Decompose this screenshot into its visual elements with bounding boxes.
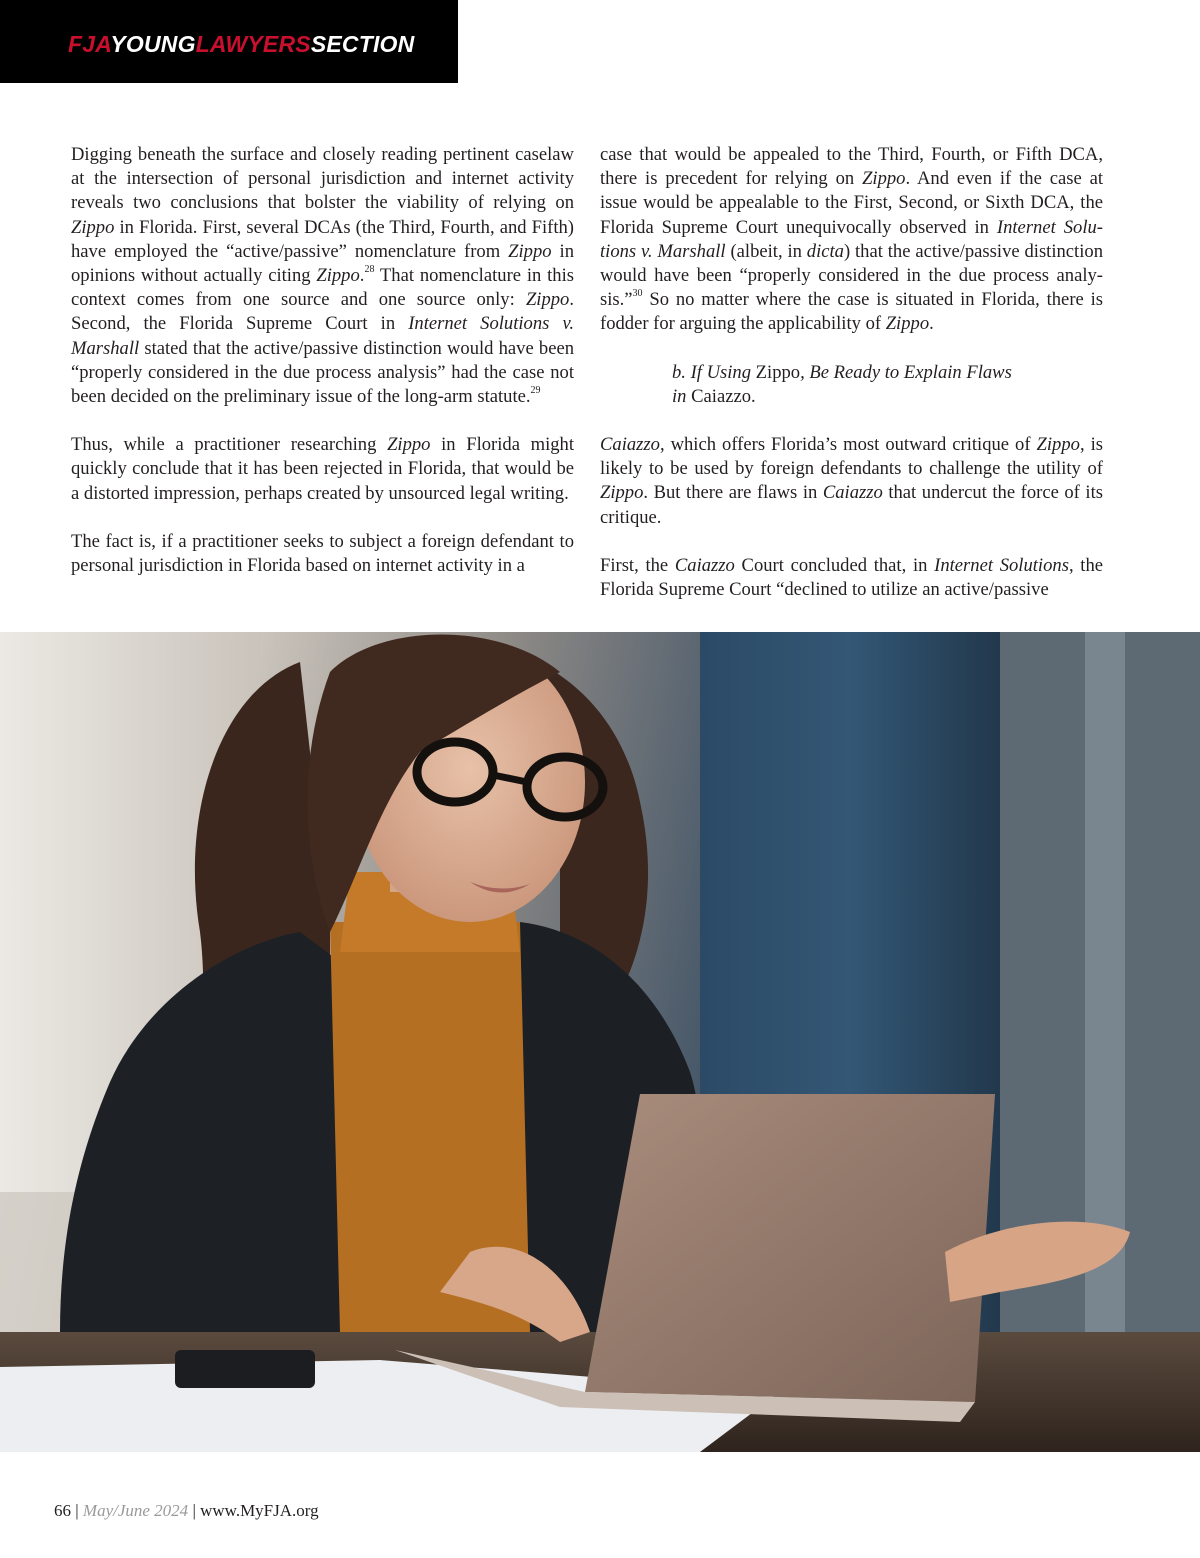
right-column xyxy=(600,143,1103,602)
footnote-ref-30: 30 xyxy=(632,288,643,300)
left-paragraph-3: The fact is, if a practitioner seeks to subject a foreign defendant to personal jurisdiction in Florida based on internet activity in a xyxy=(71,530,574,577)
page-footer: 66 | May/June 2024 | www.MyFJA.org xyxy=(54,1501,319,1520)
photo-woman-using-laptop xyxy=(0,632,1200,1452)
page-number: 66 xyxy=(54,1501,71,1520)
section-header-bar xyxy=(0,0,458,83)
right-paragraph-2: Caiazzo, which offers Florida’s most outward critique of Zippo, is likely to be used by foreign defendants to challenge the utility of Zippo. But there are flaws in Caiazzo that undercut the force of its critique. xyxy=(600,434,1103,528)
left-paragraph-1: Digging beneath the surface and closely reading pertinent caselaw at the intersection of personal jurisdiction and internet activity reveals two conclusions that bolster the viability of relying on Zippo in Florida. First, several DCAs (the Third, Fourth, and Fifth) have employed the “active/passive” nomenclature from Zippo in opinions without actually citing Zippo.$^{28}$ That nomenclature in this context comes from one source and one source only: Zippo. Second, the Florida Supreme Court in Internet Solutions v. Marshall stated that the active/passive distinction would have been “properly considered in the due process analysis” had the case not been decided on the preliminary issue of the long-arm statute.$^{29}$ xyxy=(71,144,574,408)
section-title-fja: FJA xyxy=(68,31,111,57)
left-column xyxy=(71,143,574,578)
right-paragraph-3: First, the Caiazzo Court concluded that, in Internet Solutions, the Florida Supreme Court “declined to utilize an active/passive xyxy=(600,554,1104,601)
section-title-section: SECTION xyxy=(310,31,415,57)
footnote-ref-29: 29 xyxy=(530,384,541,396)
issue-date: May/June 2024 xyxy=(82,1501,189,1520)
right-paragraph-1: case that would be appealed to the Third, Fourth, or Fifth DCA, there is precedent for relying on Zippo. And even if the case at issue would be appealable to the First, Second, or Sixth DCA, the Florida Supreme Court unequivocally observed in Internet Solutions v. Marshall (albeit, in dicta) that the active/passive distinction would have been “properly considered in the due process analysis.”$^{30}$ So no matter where the case is situated in Florida, there is fodder for arguing the applicability of Zippo. xyxy=(600,144,1103,335)
left-paragraph-2: Thus, while a practitioner researching Zippo in Florida might quickly conclude that it has been rejected in Florida, that would be a distorted impression, perhaps created by unsourced legal writing. xyxy=(71,434,574,504)
section-title-young: YOUNG xyxy=(110,31,196,57)
subheading: b. If Using Zippo, Be Ready to Explain Flaws in Caiazzo. xyxy=(672,361,1012,407)
section-title xyxy=(68,29,414,59)
website-link[interactable]: www.MyFJA.org xyxy=(200,1501,319,1520)
footnote-ref-28: 28 xyxy=(364,263,375,275)
section-title-lawyers: LAWYERS xyxy=(195,31,311,57)
